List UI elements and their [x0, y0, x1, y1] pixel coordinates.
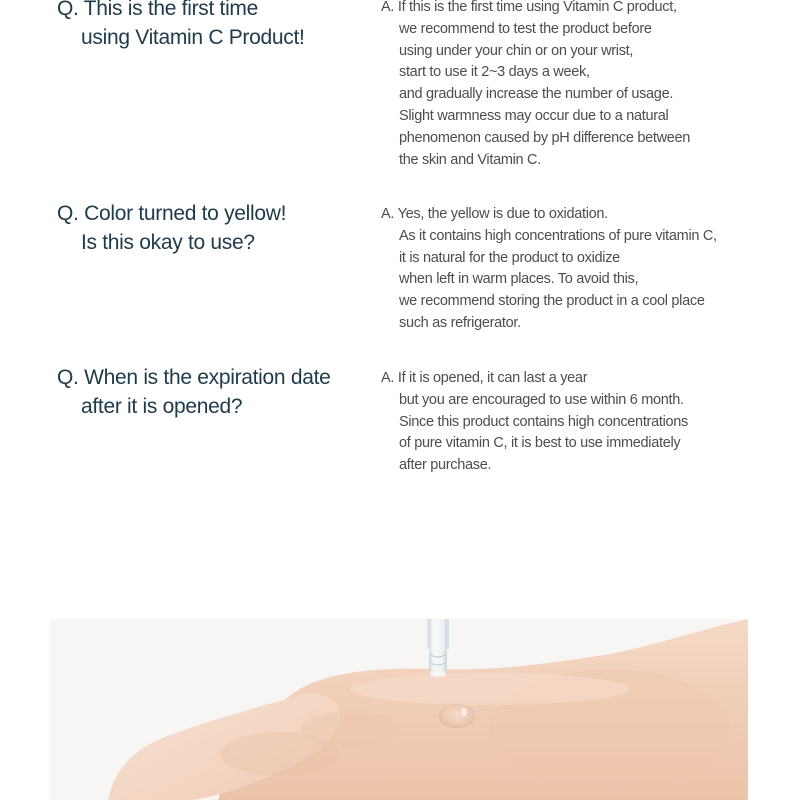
answer-prefix: A. [381, 206, 395, 222]
question-line [57, 0, 357, 23]
faq-question [57, 199, 357, 257]
answer-line: after purchase. [399, 457, 492, 474]
question-prefix: Q. [57, 0, 79, 20]
question-line [57, 199, 357, 228]
answer-line: we recommend storing the product in a cool place [399, 293, 705, 310]
question-line: Is this okay to use? [81, 231, 255, 254]
answer-line: we recommend to test the product before [399, 20, 652, 37]
answer-text: If it is opened, it can last a year [397, 370, 588, 386]
answer-line: it is natural for the product to oxidize [399, 249, 620, 266]
answer-line: the skin and Vitamin C. [399, 151, 541, 168]
answer-line: but you are encouraged to use within 6 month. [399, 391, 684, 408]
answer-line: Since this product contains high concentrations [399, 413, 688, 430]
answer-line: using under your chin or on your wrist, [399, 42, 634, 59]
answer-line [381, 368, 761, 390]
answer-line: phenomenon caused by pH difference between [399, 129, 691, 146]
product-usage-photo [50, 619, 748, 800]
faq-question [57, 0, 357, 52]
answer-prefix: A. [381, 0, 395, 15]
faq-answer [381, 368, 761, 477]
answer-text: Yes, the yellow is due to oxidation. [397, 206, 608, 222]
answer-line: As it contains high concentrations of pure vitamin C, [399, 227, 717, 244]
answer-line: start to use it 2~3 days a week, [399, 64, 590, 81]
glass-dropper [427, 619, 449, 677]
hand-dropper-illustration [50, 619, 748, 800]
question-prefix: Q. [57, 202, 79, 225]
answer-line: of pure vitamin C, it is best to use immediately [399, 435, 681, 452]
faq-answer [381, 204, 761, 335]
answer-line: such as refrigerator. [399, 314, 521, 331]
answer-line: Slight warmness may occur due to a natural [399, 107, 669, 124]
answer-line: when left in warm places. To avoid this, [399, 271, 639, 288]
serum-drop [439, 704, 475, 728]
faq-answer [381, 0, 761, 171]
answer-text: If this is the first time using Vitamin C product, [397, 0, 677, 15]
question-text: Color turned to yellow! [84, 202, 287, 225]
answer-line: and gradually increase the number of usage. [399, 86, 674, 103]
faq-question [57, 363, 357, 421]
question-prefix: Q. [57, 366, 79, 389]
answer-line [381, 204, 761, 226]
question-text: When is the expiration date [84, 366, 331, 389]
question-line [57, 363, 357, 392]
question-text: This is the first time [83, 0, 259, 20]
answer-line [381, 0, 761, 19]
question-line: after it is opened? [81, 395, 243, 418]
question-line: using Vitamin C Product! [81, 26, 305, 49]
answer-prefix: A. [381, 370, 395, 386]
